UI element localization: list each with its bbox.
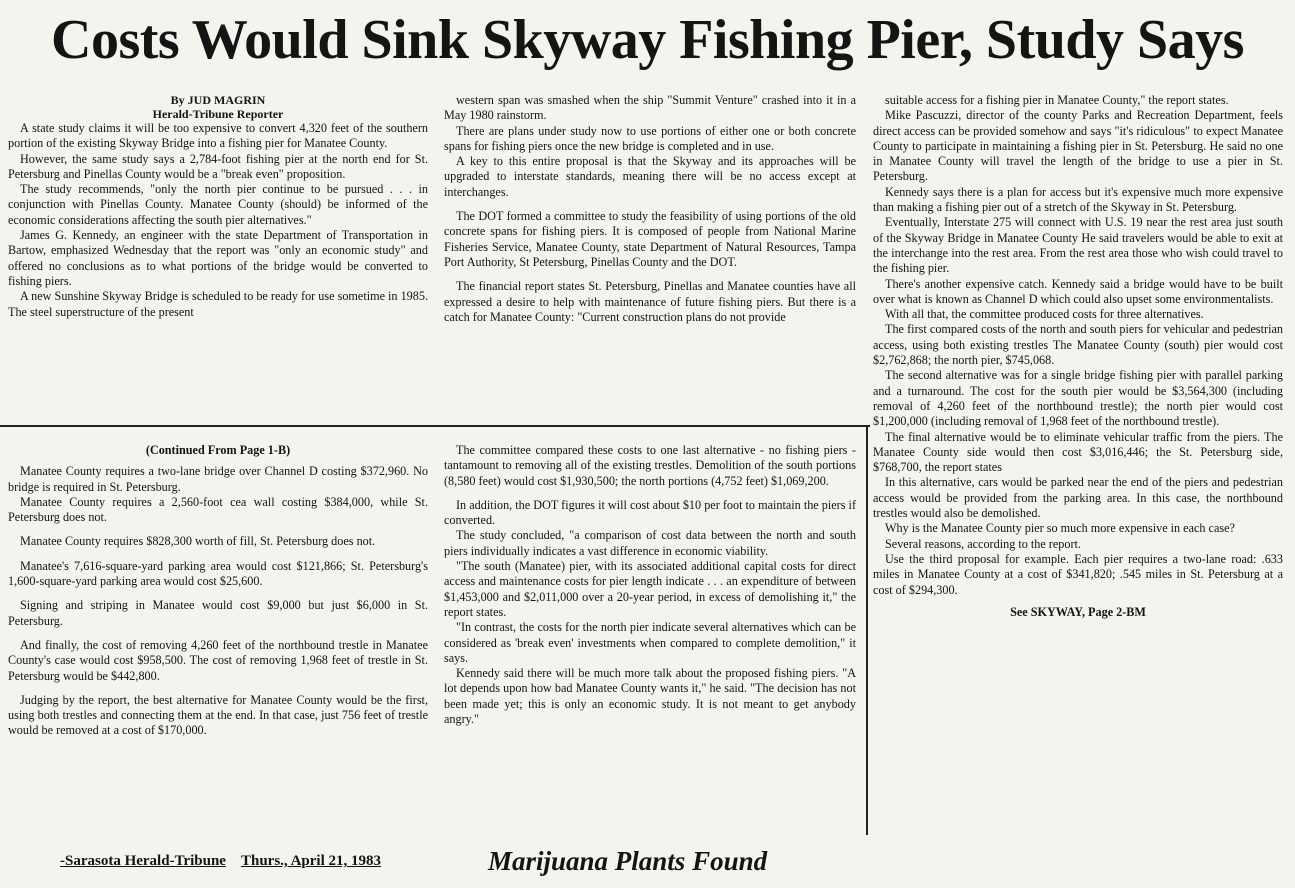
paragraph: The DOT formed a committee to study the feasibility of using portions of the old concrete spans for fishing piers. It is composed of people from National Marine Fisheries Service, Manatee County, state Department of Natural Resources, Tampa Port Authority, St Petersburg, Pinellas County and the DOT. xyxy=(444,209,856,269)
see-also-jump: See SKYWAY, Page 2-BM xyxy=(1010,604,1146,619)
paragraph: Mike Pascuzzi, director of the county Parks and Recreation Department, feels direct access can be provided somehow and says "it's ridiculous" to expect Manatee County to participate in maintaining a fishing pier in St. Petersburg. He said no one in Manatee County will travel the length of the bridge to use a pier in St. Petersburg. xyxy=(873,108,1283,184)
paragraph: Use the third proposal for example. Each pier requires a two-lane road: .633 miles in Manatee County at a cost of $341,820; .545 miles in St. Petersburg at a cost of $294,300. xyxy=(873,551,1283,597)
paragraph: suitable access for a fishing pier in Manatee County," the report states. xyxy=(885,93,1229,107)
byline-title: Herald-Tribune Reporter xyxy=(152,107,284,121)
source-date: Thurs., April 21, 1983 xyxy=(240,853,381,869)
paragraph: Manatee County requires $828,300 worth of fill, St. Petersburg does not. xyxy=(20,534,376,549)
continued-column-1 xyxy=(8,443,428,739)
paragraph: A new Sunshine Skyway Bridge is scheduled to be ready for use sometime in 1985. The steel superstructure of the present xyxy=(8,289,428,319)
paragraph: There are plans under study now to use portions of either one or both concrete spans for fishing piers once the new bridge is completed and in use. xyxy=(444,123,856,153)
paragraph: Manatee County requires a two-lane bridge over Channel D costing $372,960. No bridge is required in St. Petersburg. xyxy=(8,464,428,494)
paragraph: Kennedy says there is a plan for access but it's expensive much more expensive than making a fishing pier out of a stretch of the Skyway in St. Petersburg. xyxy=(873,184,1283,215)
paragraph: The second alternative was for a single bridge fishing pier with parallel parking and a turnaround. The cost for the south pier would be $3,564,300 (including removal of 4,260 feet of the northbound trestle); the north pier would cost $1,200,000 (including removal of 1,968 feet of the northbound trestle). xyxy=(873,368,1283,429)
headline: Costs Would Sink Skyway Fishing Pier, Study Says xyxy=(51,9,1244,71)
byline: By JUD MAGRIN xyxy=(170,93,266,107)
paragraph: Why is the Manatee County pier so much more expensive in each case? xyxy=(885,521,1235,536)
paragraph: "In contrast, the costs for the north pier indicate several alternatives which can be considered as 'break even' investments when compared to complete demolition," it says. xyxy=(444,620,856,665)
paragraph: The study recommends, "only the north pier continue to be pursued . . . in conjunction with Pinellas County. Manatee County (should) be informed of the economic considerations affecting the south pier alternatives." xyxy=(8,182,428,227)
paragraph: western span was smashed when the ship "Summit Venture" crashed into it in a May 1980 rainstorm. xyxy=(444,93,856,123)
continuation-right-rule xyxy=(866,425,868,835)
paragraph: Kennedy said there will be much more talk about the proposed fishing piers. "A lot depends upon how bad Manatee County wants it," he said. "The decision has not been made yet; this is only an economic study. It is not meant to get anybody angry." xyxy=(444,666,856,727)
paragraph: The committee compared these costs to one last alternative - no fishing piers - tantamount to removing all of the existing trestles. Demolition of the south portions (8,580 feet) would cost $1,930,500; the north portions (4,752 feet) $1,069,200. xyxy=(444,443,856,488)
source-name: -Sarasota Herald-Tribune xyxy=(60,853,226,869)
paragraph: A key to this entire proposal is that the Skyway and its approaches will be upgraded to interstate standards, meaning there will be no access except at interchanges. xyxy=(444,154,856,199)
paragraph: In addition, the DOT figures it will cost about $10 per foot to maintain the piers if converted. xyxy=(444,497,856,528)
paragraph: "The south (Manatee) pier, with its associated additional capital costs for direct access and maintenance costs for pier length indicate . . . an expenditure of between $1,453,000 and $2,011,000 over a 20-year period, in excess of demolishing it," the report states. xyxy=(444,559,856,619)
article-column-3 xyxy=(873,93,1283,620)
article-column-1 xyxy=(8,93,428,320)
paragraph: James G. Kennedy, an engineer with the state Department of Transportation in Bartow, emphasized Wednesday that the report was "only an economic study" and offered no conclusions as to what portions of the bridge would be converted to fishing piers. xyxy=(8,228,428,288)
article-column-2 xyxy=(444,93,856,325)
paragraph: A state study claims it will be too expensive to convert 4,320 feet of the southern portion of the existing Skyway Bridge into a fishing pier for Manatee County. xyxy=(8,121,428,151)
paragraph: The first compared costs of the north and south piers for vehicular and pedestrian access, using both existing trestles The Manatee County (south) pier would cost $2,762,868; the north pier, $745,068. xyxy=(873,322,1283,368)
paragraph: Manatee County requires a 2,560-foot cea wall costing $384,000, while St. Petersburg does not. xyxy=(8,494,428,525)
paragraph: However, the same study says a 2,784-foot fishing pier at the north end for St. Petersburg and Pinellas County would be a "break even" proposition. xyxy=(8,151,428,181)
paragraph: The financial report states St. Petersburg, Pinellas and Manatee counties have all expressed a desire to help with maintenance of future fishing piers. But there is a catch for Manatee County: "Current construction plans do not provide xyxy=(444,279,856,324)
paragraph: With all that, the committee produced costs for three alternatives. xyxy=(885,307,1204,322)
paragraph: And finally, the cost of removing 4,260 feet of the northbound trestle in Manatee County's case would cost $958,500. The cost of removing 1,968 feet of trestle in St. Petersburg would be $442,800. xyxy=(8,637,428,683)
continued-label: (Continued From Page 1-B) xyxy=(145,443,291,457)
paragraph: The study concluded, "a comparison of cost data between the north and south piers individually indicates a vast difference in economic viability. xyxy=(444,528,856,558)
paragraph: In this alternative, cars would be parked near the end of the piers and pedestrian access would be provided from the parking area. In this case, the northbound trestles would also be demolished. xyxy=(873,475,1283,521)
paragraph: Judging by the report, the best alternative for Manatee County would be the first, using both trestles and connecting them at the end. In that case, just 756 feet of trestle would be removed at a cost of $170,000. xyxy=(8,692,428,738)
paragraph: There's another expensive catch. Kennedy said a bridge would have to be built over what is known as Channel D which could also upset some environmentalists. xyxy=(873,276,1283,306)
paragraph: Manatee's 7,616-square-yard parking area would cost $121,866; St. Petersburg's 1,600-square-yard parking area would cost $25,600. xyxy=(8,558,428,589)
paragraph: The final alternative would be to eliminate vehicular traffic from the piers. The Manatee County side would then cost $3,016,446; the St. Petersburg side, $768,700, the report states xyxy=(873,429,1283,475)
continued-column-2 xyxy=(444,443,856,727)
paragraph: Several reasons, according to the report. xyxy=(885,536,1081,551)
source-credit xyxy=(60,853,381,870)
paragraph: Signing and striping in Manatee would cost $9,000 but just $6,000 in St. Petersburg. xyxy=(8,598,428,628)
next-headline: Marijuana Plants Found xyxy=(488,846,768,876)
continuation-top-rule xyxy=(0,425,870,427)
paragraph: Eventually, Interstate 275 will connect with U.S. 19 near the rest area just south of the Skyway Bridge in Manatee County He said travelers would be able to exit at the interchange into the rest area. From the rest area those who wish could travel to the fishing pier. xyxy=(873,215,1283,276)
